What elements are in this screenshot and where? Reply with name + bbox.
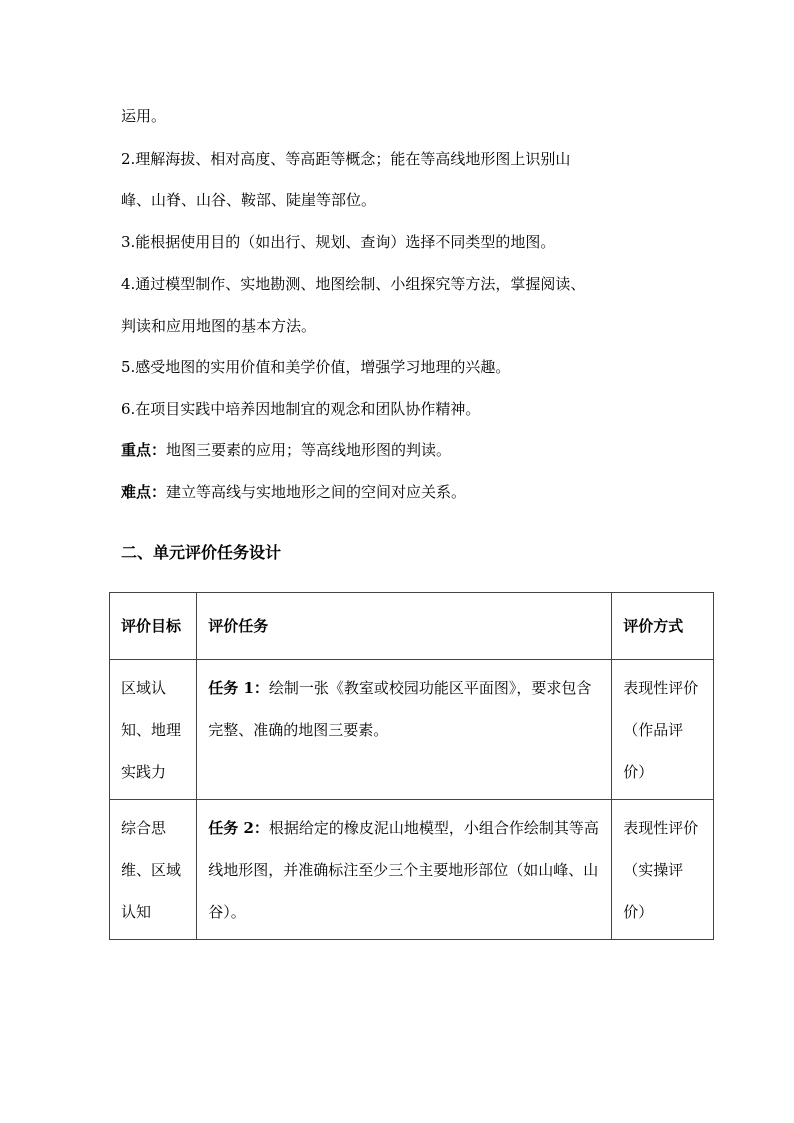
task-text: 绘制一张《教室或校园功能区平面图》，要求包含完整、准确的地图三要素。 <box>208 679 592 739</box>
cell-goal: 区域认知、地理实践力 <box>110 660 197 800</box>
table-row <box>110 800 714 940</box>
cell-task <box>197 660 612 800</box>
task-label: 任务 2： <box>208 819 269 837</box>
task-label: 任务 1： <box>208 679 269 697</box>
cell-goal: 综合思维、区域认知 <box>110 800 197 940</box>
paragraph-line: 运用。 <box>121 107 167 125</box>
evaluation-table <box>109 592 714 940</box>
header-method: 评价方式 <box>612 593 714 660</box>
section-heading: 二、单元评价任务设计 <box>121 543 282 562</box>
paragraph-line: 2.理解海拔、相对高度、等高距等概念；能在等高线地形图上识别山 <box>121 150 571 168</box>
table-row <box>110 660 714 800</box>
paragraph-line: 判读和应用地图的基本方法。 <box>121 317 317 335</box>
key-point <box>121 440 451 460</box>
paragraph-line: 峰、山脊、山谷、鞍部、陡崖等部位。 <box>121 191 377 209</box>
key-point-text: 地图三要素的应用；等高线地形图的判读。 <box>166 441 452 459</box>
difficult-point <box>121 482 466 502</box>
difficult-point-text: 建立等高线与实地地形之间的空间对应关系。 <box>166 483 467 501</box>
paragraph-line: 6.在项目实践中培养因地制宜的观念和团队协作精神。 <box>121 400 481 418</box>
cell-task <box>197 800 612 940</box>
paragraph-line: 3.能根据使用目的（如出行、规划、查询）选择不同类型的地图。 <box>121 233 556 251</box>
paragraph-line: 4.通过模型制作、实地勘测、地图绘制、小组探究等方法，掌握阅读、 <box>121 275 586 293</box>
cell-method: 表现性评价（作品评价） <box>612 660 714 800</box>
header-goal: 评价目标 <box>110 593 197 660</box>
cell-method: 表现性评价（实操评价） <box>612 800 714 940</box>
difficult-point-label: 难点： <box>121 483 167 501</box>
table-header-row <box>110 593 714 660</box>
key-point-label: 重点： <box>121 441 167 459</box>
task-text: 根据给定的橡皮泥山地模型，小组合作绘制其等高线地形图，并准确标注至少三个主要地形部位（如山峰、山谷）。 <box>208 819 599 921</box>
header-task: 评价任务 <box>197 593 612 660</box>
paragraph-line: 5.感受地图的实用价值和美学价值，增强学习地理的兴趣。 <box>121 358 511 376</box>
